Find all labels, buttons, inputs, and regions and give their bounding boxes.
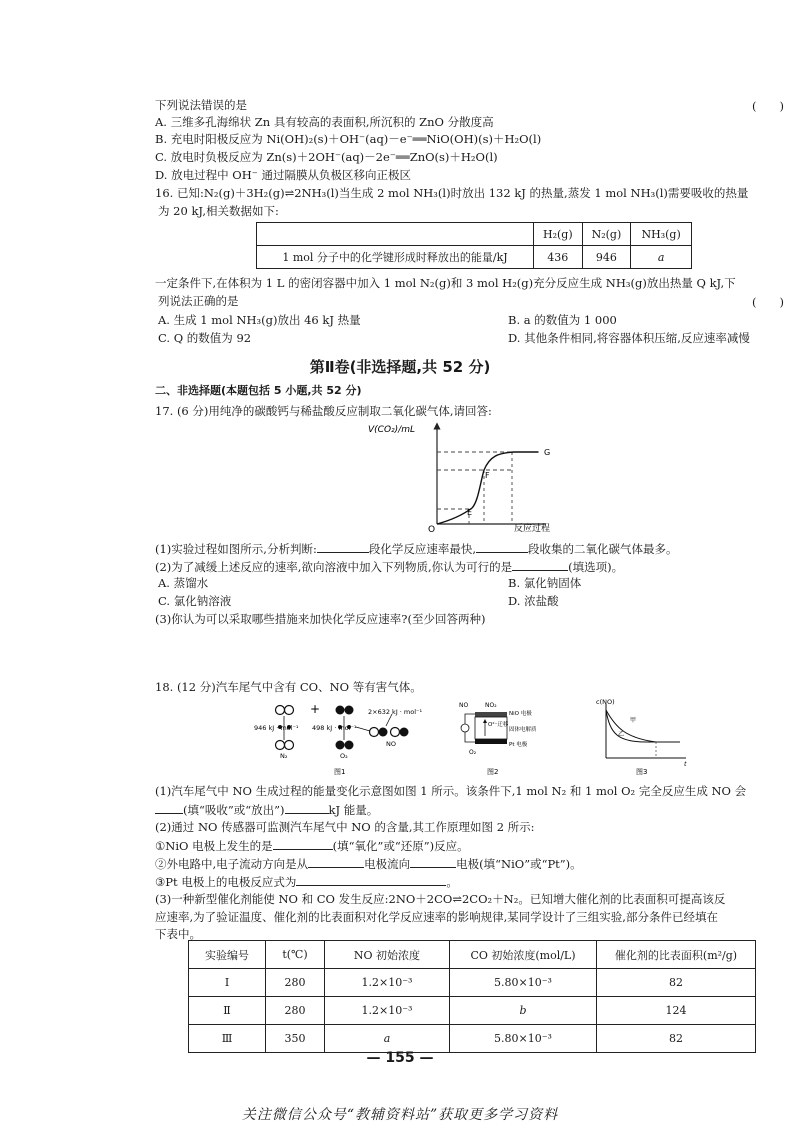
table-cell: 436 [534,246,583,269]
q18-part2-sub3 [155,874,458,889]
table-cell: 5.80×10⁻³ [450,969,597,997]
q16-option-c: C. Q 的数值为 92 [158,331,252,345]
x-axis-label: 反应过程 [514,524,551,534]
n2-bond-energy: 946 kJ · mol⁻¹ [254,724,299,732]
footer-note: 关注微信公众号“教辅资料站”获取更多学习资料 [241,1107,559,1123]
q18-part1-line2 [155,802,378,817]
q17-part2 [155,559,623,574]
table-row [189,997,756,1025]
origin-label: O [428,525,436,535]
q17-part2-text-b: (填选项)。 [568,560,624,574]
y-axis-label: V(CO₂)/mL [368,425,415,435]
table-row [189,941,756,969]
x-axis-label: t [684,760,687,768]
table-header-cell: CO 初始浓度(mol/L) [450,941,597,969]
no-bond-energy: 2×632 kJ · mol⁻¹ [368,708,423,716]
table-row [189,1025,756,1053]
q16-answer-paren: ( ) [752,295,784,309]
table-cell: 5.80×10⁻³ [450,1025,597,1053]
figure3-caption: 图3 [636,768,648,776]
q18-part2: (2)通过 NO 传感器可监测汽车尾气中 NO 的含量,其工作原理如图 2 所示: [155,820,535,834]
q18-part3-line3: 下表中。 [155,927,201,941]
table-cell: Ⅲ [189,1025,266,1053]
answer-blank[interactable] [317,541,369,553]
q18-part1-text-c: kJ 能量。 [328,803,379,817]
table-cell: a [325,1025,450,1053]
q17-part2-text-a: (2)为了减缓上述反应的速率,欲向溶液中加入下列物质,你认为可行的是 [155,560,513,574]
point-g-label: G [544,448,551,457]
figure1-caption: 图1 [334,768,346,776]
page-number: — 155 — [366,1050,434,1066]
table-cell: 82 [597,1025,756,1053]
nio-electrode [475,712,507,717]
table-cell: a [631,246,692,269]
nio-electrode-label: NiO 电极 [509,711,532,717]
q16-stem-line3: 一定条件下,在体积为 1 L 的密闭容器中加入 1 mol N₂(g)和 3 mol H₂(g)充分反应生成 NH₃(g)放出热量 Q kJ,下 [155,276,736,290]
q16-stem-line1: 16. 已知:N₂(g)＋3H₂(g)⇌2NH₃(l)当生成 2 mol NH₃(l)时放出 132 kJ 的热量,蒸发 1 mol NH₃(l)需要吸收的热量 [155,186,749,200]
q18-part2-sub1-text-b: (填“氧化”或“还原”)反应。 [332,839,469,853]
q18-part1-line1: (1)汽车尾气中 NO 生成过程的能量变化示意图如图 1 所示。该条件下,1 mol N₂ 和 1 mol O₂ 完全反应生成 NO 会 [155,784,747,798]
q16-stem-line2: 为 20 kJ,相关数据如下: [158,204,279,218]
q15-option-c: C. 放电时负极反应为 Zn(s)＋2OH⁻(aq)－2e⁻══ZnO(s)＋H₂O(l) [155,150,498,164]
meter-icon [461,724,469,732]
q18-part2-sub3-text-a: ③Pt 电极上的电极反应式为 [155,875,297,889]
q18-part3-line1: (3)一种新型催化剂能使 NO 和 CO 发生反应:2NO＋2CO⇌2CO₂＋N₂。已知增大催化剂的比表面积可提高该反 [155,892,726,906]
q16-bond-energy-table [256,222,692,269]
plus-sign: + [310,702,321,716]
answer-blank[interactable] [285,802,329,814]
table-cell: H₂(g) [534,223,583,246]
table-row [257,223,692,246]
pt-electrode [475,739,507,744]
table-row [257,246,692,269]
q16-option-d: D. 其他条件相同,将容器体积压缩,反应速率减慢 [508,331,750,345]
q18-figure1-energy [252,700,452,780]
pt-electrode-label: Pt 电极 [509,742,528,748]
n2-label: N₂ [280,752,288,760]
q16-option-a: A. 生成 1 mol NH₃(g)放出 46 kJ 热量 [158,313,361,327]
q17-option-d: D. 浓盐酸 [508,594,559,608]
solid-electrolyte [475,717,507,739]
y-axis-label: c(NO) [596,698,615,706]
answer-blank[interactable] [155,802,183,814]
q16-stem-line4: 列说法正确的是 [158,294,239,308]
no-label: NO [386,740,396,748]
answer-blank[interactable] [476,541,528,553]
curve-jia-label: 甲 [630,717,637,724]
q18-stem: 18. (12 分)汽车尾气中含有 CO、NO 等有害气体。 [155,680,422,694]
o2-inlet-label: O₂ [469,749,477,756]
curve-yi-label: 乙 [618,731,625,738]
table-cell: 946 [582,246,631,269]
table-header-cell: NO 初始浓度 [325,941,450,969]
q15-option-b: B. 充电时阳极反应为 Ni(OH)₂(s)＋OH⁻(aq)－e⁻══NiO(OH)(s)＋H₂O(l) [155,132,542,146]
q18-experiment-table [188,940,756,1053]
table-cell: b [450,997,597,1025]
q17-part3: (3)你认为可以采取哪些措施来加快化学反应速率?(至少回答两种) [155,612,486,626]
q15-answer-paren: ( ) [752,99,784,113]
q18-part1-text-b: (填“吸收”或“放出”) [183,803,285,817]
q17-part1-text-c: 段收集的二氧化碳气体最多。 [527,542,678,556]
q17-part1 [155,541,677,556]
migration-label: O²⁻迁移 [488,722,509,728]
table-cell: Ⅰ [189,969,266,997]
figure2-caption: 图2 [487,768,499,776]
q18-part2-sub2-text-c: 电极(填“NiO”或“Pt”)。 [456,857,582,871]
table-cell: N₂(g) [582,223,631,246]
q15-option-a: A. 三维多孔海绵状 Zn 具有较高的表面积,所沉积的 ZnO 分散度高 [155,115,494,129]
q18-part2-sub1 [155,838,469,853]
no2-outlet-label: NO₂ [485,702,497,709]
q18-figure2-sensor [455,698,570,780]
table-cell: 1 mol 分子中的化学键形成时释放出的能量/kJ [257,246,534,269]
q15-intro: 下列说法错误的是 [155,98,247,112]
q17-part1-text-b: 段化学反应速率最快, [368,542,476,556]
q15-option-d: D. 放电过程中 OH⁻ 通过隔膜从负极区移向正极区 [155,168,411,182]
answer-blank[interactable] [410,856,456,868]
q17-part1-text-a: (1)实验过程如图所示,分析判断: [155,542,317,556]
table-header-cell: 催化剂的比表面积(m²/g) [597,941,756,969]
table-cell: 280 [266,997,325,1025]
q18-part2-sub2-text-b: 电极流向 [364,857,411,871]
q17-option-a: A. 蒸馏水 [158,576,209,590]
q16-option-b: B. a 的数值为 1 000 [508,313,617,327]
table-cell: Ⅱ [189,997,266,1025]
section-heading: 二、非选择题(本题包括 5 小题,共 52 分) [155,384,362,397]
table-header-cell: t(℃) [266,941,325,969]
table-cell: 124 [597,997,756,1025]
q18-part2-sub2 [155,856,582,871]
table-cell: 350 [266,1025,325,1053]
q18-part3-line2: 应速率,为了验证温度、催化剂的比表面积对化学反应速率的影响规律,某同学设计了三组实验,部分条件已经填在 [155,910,718,924]
no-inlet-label: NO [459,702,469,709]
q17-stem: 17. (6 分)用纯净的碳酸钙与稀盐酸反应制取二氧化碳气体,请回答: [155,404,492,418]
point-f-label: F [485,471,490,480]
table-cell: NH₃(g) [631,223,692,246]
point-e-label: E [467,508,473,517]
table-row [189,969,756,997]
answer-blank[interactable] [296,874,446,886]
table-cell: 1.2×10⁻³ [325,969,450,997]
volume-curve [437,452,538,524]
q18-figure3-concentration [596,698,696,780]
section-title: 第Ⅱ卷(非选择题,共 52 分) [309,358,491,376]
table-cell: 1.2×10⁻³ [325,997,450,1025]
q18-part2-sub1-text-a: ①NiO 电极上发生的是 [155,839,273,853]
q18-part2-sub3-text-b: 。 [446,875,458,889]
table-cell: 280 [266,969,325,997]
o2-label: O₂ [340,752,348,760]
q17-option-b: B. 氯化钠固体 [508,576,582,590]
answer-blank[interactable] [273,838,333,850]
o2-bond-energy: 498 kJ · mol⁻¹ [312,724,357,732]
answer-blank[interactable] [512,559,568,571]
q18-part2-sub2-text-a: ②外电路中,电子流动方向是从 [155,857,309,871]
electrolyte-label: 固体电解质 [509,727,537,733]
q17-volume-graph [364,420,574,535]
answer-blank[interactable] [308,856,364,868]
table-header-cell: 实验编号 [189,941,266,969]
q17-option-c: C. 氯化钠溶液 [158,594,232,608]
table-cell: 82 [597,969,756,997]
table-cell [257,223,534,246]
